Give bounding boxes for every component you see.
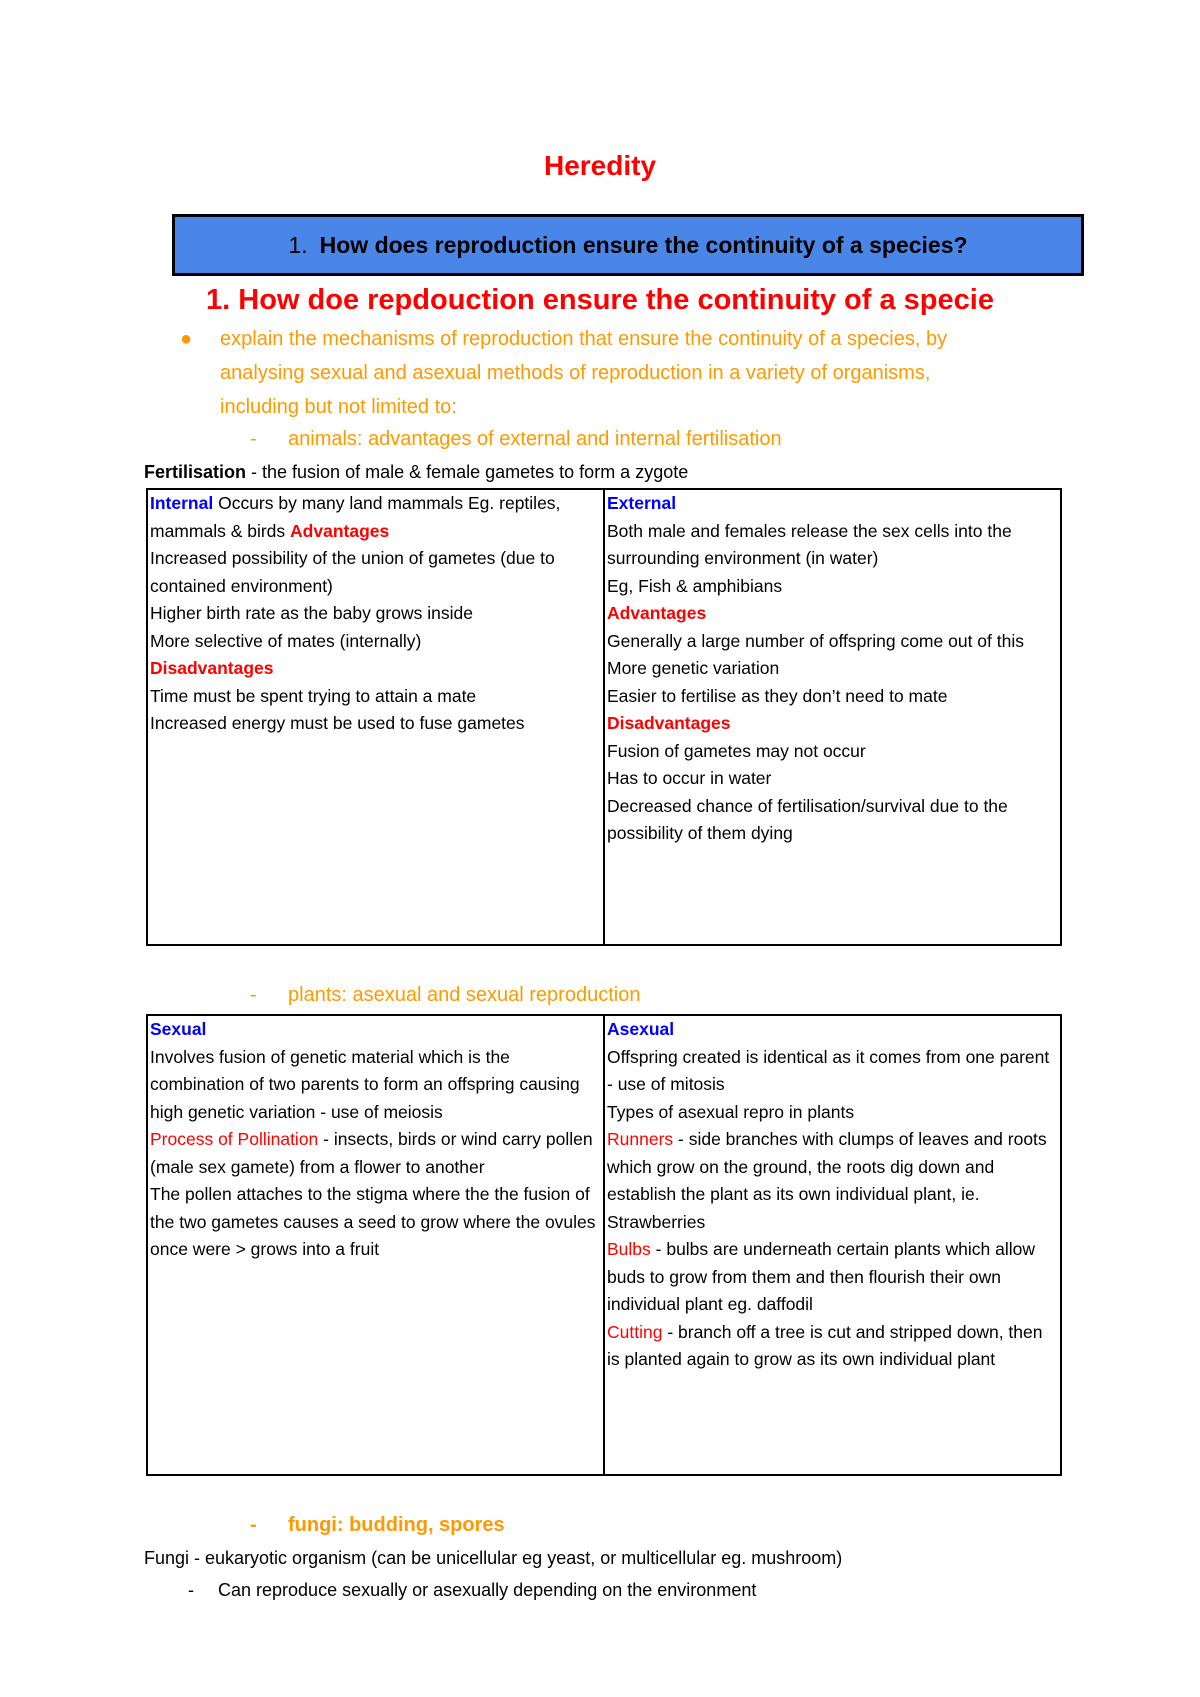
fungi-point bbox=[188, 1580, 756, 1601]
list-item: Increased possibility of the union of gametes (due to contained environment) bbox=[150, 548, 555, 596]
bullet-icon: ● bbox=[180, 328, 193, 350]
list-item: Higher birth rate as the baby grows inside bbox=[150, 603, 473, 623]
runners-text: - side branches with clumps of leaves and roots which grow on the ground, the roots dig down and establish the plant as its own individual plant, ie. Strawberries bbox=[607, 1129, 1047, 1232]
outcome-line: including but not limited to: bbox=[220, 396, 457, 418]
cutting-text: - branch off a tree is cut and stripped down, then is planted again to grow as its own individual plant bbox=[607, 1321, 1043, 1369]
sexual-body: Involves fusion of genetic material which is the combination of two parents to form an offspring causing high genetic variation - use of meiosis bbox=[150, 1046, 580, 1122]
external-advantages-label: Advantages bbox=[607, 603, 707, 623]
pollination-label: Process of Pollination bbox=[150, 1129, 319, 1149]
internal-advantages-label: Advantages bbox=[290, 520, 390, 541]
question-banner bbox=[172, 214, 1084, 276]
internal-cell bbox=[147, 489, 604, 945]
banner-question: How does reproduction ensure the continuity of a species? bbox=[319, 231, 968, 258]
list-item: Decreased chance of fertilisation/survival due to the possibility of them dying bbox=[607, 795, 1008, 843]
plants-subheading-text: plants: asexual and sexual reproduction bbox=[288, 984, 641, 1006]
list-item: Has to occur in water bbox=[607, 768, 772, 788]
asexual-cell bbox=[604, 1015, 1061, 1475]
asexual-types: Types of asexual repro in plants bbox=[607, 1101, 855, 1122]
external-intro: Both male and females release the sex cells into the surrounding environment (in water) bbox=[607, 520, 1012, 568]
fungi-definition: Fungi - eukaryotic organism (can be unicellular eg yeast, or multicellular eg. mushroom) bbox=[144, 1548, 843, 1568]
runners-label: Runners bbox=[607, 1129, 674, 1149]
bulbs-label: Bulbs bbox=[607, 1239, 651, 1259]
outcome-line: explain the mechanisms of reproduction that ensure the continuity of a species, by bbox=[220, 328, 948, 350]
syllabus-outcome bbox=[180, 322, 1060, 424]
list-item: Fusion of gametes may not occur bbox=[607, 740, 866, 761]
list-item: More genetic variation bbox=[607, 658, 780, 678]
fertilisation-text: - the fusion of male & female gametes to form a zygote bbox=[246, 462, 689, 482]
cutting-entry bbox=[607, 1319, 1058, 1374]
animals-subheading-text: animals: advantages of external and internal fertilisation bbox=[288, 428, 782, 450]
list-item: More selective of mates (internally) bbox=[150, 630, 422, 651]
dash-marker: - bbox=[188, 1580, 194, 1600]
animals-subheading bbox=[250, 428, 782, 451]
external-heading: External bbox=[607, 493, 677, 513]
section-heading: 1. How doe repdouction ensure the continuity of a specie bbox=[206, 284, 994, 316]
fungi-point-text: Can reproduce sexually or asexually depending on the environment bbox=[218, 1580, 757, 1600]
runners-entry bbox=[607, 1126, 1058, 1236]
list-item: Easier to fertilise as they don’t need to mate bbox=[607, 685, 948, 706]
bulbs-text: - bulbs are underneath certain plants which allow buds to grow from them and then flourish their own individual plant eg. daffodil bbox=[607, 1239, 1036, 1314]
bulbs-entry bbox=[607, 1236, 1058, 1319]
internal-intro: Occurs by many land mammals Eg. reptiles, mammals & birds bbox=[150, 493, 561, 541]
asexual-heading: Asexual bbox=[607, 1019, 675, 1039]
fungi-subheading-text: fungi: budding, spores bbox=[288, 1514, 505, 1536]
pollination-entry bbox=[150, 1126, 601, 1181]
plants-subheading bbox=[250, 984, 640, 1007]
fertilisation-term: Fertilisation bbox=[144, 462, 247, 482]
banner-number: 1. bbox=[288, 231, 308, 258]
pollination-text: - insects, birds or wind carry pollen (male sex gamete) from a flower to another bbox=[150, 1129, 593, 1177]
sexual-cell bbox=[147, 1015, 604, 1475]
list-item: Generally a large number of offspring come out of this bbox=[607, 630, 1024, 651]
asexual-body: Offspring created is identical as it comes from one parent - use of mitosis bbox=[607, 1046, 1050, 1094]
outcome-line: analysing sexual and asexual methods of reproduction in a variety of organisms, bbox=[220, 362, 931, 384]
dash-marker: - bbox=[250, 984, 257, 1006]
cutting-label: Cutting bbox=[607, 1321, 663, 1342]
fertilisation-definition bbox=[144, 462, 688, 483]
fertilisation-table bbox=[146, 488, 1062, 946]
dash-marker: - bbox=[250, 428, 257, 450]
plant-reproduction-table bbox=[146, 1014, 1062, 1476]
list-item: Increased energy must be used to fuse gametes bbox=[150, 713, 525, 733]
page-title: Heredity bbox=[543, 150, 657, 181]
list-item: Time must be spent trying to attain a mate bbox=[150, 685, 477, 706]
dash-marker: - bbox=[250, 1514, 257, 1536]
pollination-detail: The pollen attaches to the stigma where the the fusion of the two gametes causes a seed to grow where the ovules once were > grows into a fruit bbox=[150, 1184, 596, 1259]
fungi-subheading bbox=[250, 1514, 505, 1537]
sexual-heading: Sexual bbox=[150, 1019, 207, 1039]
internal-heading: Internal bbox=[150, 493, 214, 513]
external-cell bbox=[604, 489, 1061, 945]
external-disadvantages-label: Disadvantages bbox=[607, 713, 731, 733]
internal-disadvantages-label: Disadvantages bbox=[150, 658, 274, 678]
external-examples: Eg, Fish & amphibians bbox=[607, 575, 783, 596]
